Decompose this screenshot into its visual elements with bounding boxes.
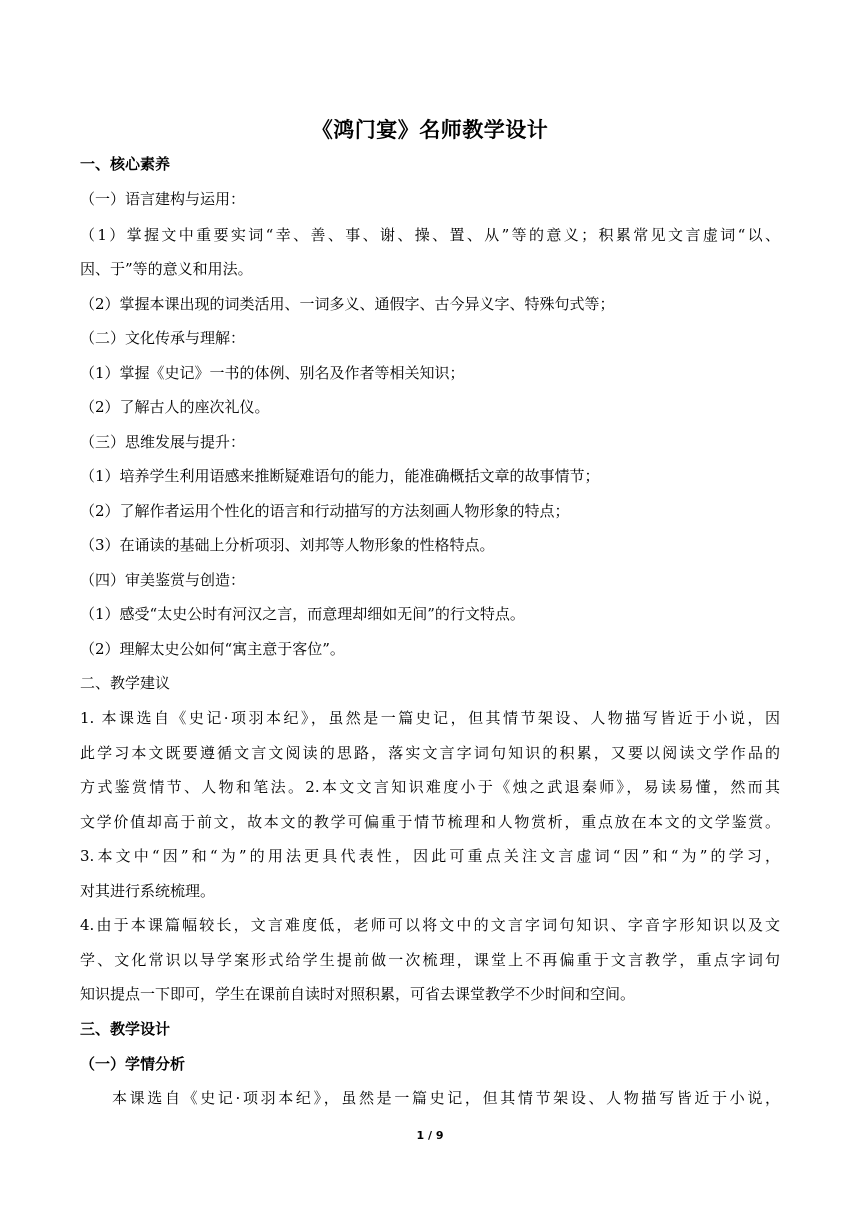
section-heading-teaching-suggestions: 二、教学建议 [80,674,171,692]
subsection-heading: （二）文化传承与理解： [80,329,246,347]
paragraph-line: （1）感受“太史公时有河汉之言，而意理却细如无间”的行文特点。 [80,605,525,623]
paragraph-line: （1）掌握《史记》一书的体例、别名及作者等相关知识； [80,364,465,382]
paragraph-line: 3.本文中“因”和“为”的用法更具代表性，因此可重点关注文言虚词“因”和“为”的学习， [80,847,780,865]
paragraph-line: 学、文化常识以导学案形式给学生提前做一次梳理，课堂上不再偏重于文言教学，重点字词句 [80,951,780,969]
paragraph-line: （1）掌握文中重要实词“幸、善、事、谢、操、置、从”等的意义；积累常见文言虚词“以、 [80,226,780,244]
paragraph-line: （2）掌握本课出现的词类活用、一词多义、通假字、古今异义字、特殊句式等； [80,295,615,313]
paragraph-line: （2）了解古人的座次礼仪。 [80,398,270,416]
section-heading-teaching-design: 三、教学设计 [80,1020,171,1038]
paragraph-line: （1）培养学生利用语感来推断疑难语句的能力，能准确概括文章的故事情节； [80,467,600,485]
paragraph-line: （2）理解太史公如何“寓主意于客位”。 [80,640,345,658]
paragraph-line: 对其进行系统梳理。 [80,882,216,900]
paragraph-line: 本课选自《史记·项羽本纪》，虽然是一篇史记，但其情节架设、人物描写皆近于小说， [112,1089,780,1107]
paragraph-line: 方式鉴赏情节、人物和笔法。2.本文文言知识难度小于《烛之武退秦师》，易读易懂，然而其 [80,778,780,796]
subsection-heading-learner-analysis: （一）学情分析 [80,1055,186,1073]
paragraph-line: 4.由于本课篇幅较长，文言难度低，老师可以将文中的文言字词句知识、字音字形知识以及文 [80,916,780,934]
paragraph-line: 1. 本课选自《史记·项羽本纪》，虽然是一篇史记，但其情节架设、人物描写皆近于小说，因 [80,709,780,727]
subsection-heading: （四）审美鉴赏与创造： [80,571,246,589]
subsection-heading: （一）语言建构与运用： [80,190,246,208]
page-number: 1 / 9 [416,1129,444,1142]
document-title: 《鸿门宴》名师教学设计 [311,118,549,142]
paragraph-line: 文学价值却高于前文，故本文的教学可偏重于情节梳理和人物赏析，重点放在本文的文学鉴赏。 [80,813,780,831]
subsection-heading: （三）思维发展与提升： [80,433,246,451]
paragraph-line: 知识提点一下即可，学生在课前自读时对照积累，可省去课堂教学不少时间和空间。 [80,985,636,1003]
paragraph-line: （3）在诵读的基础上分析项羽、刘邦等人物形象的性格特点。 [80,536,495,554]
paragraph-line: 此学习本文既要遵循文言文阅读的思路，落实文言字词句知识的积累，又要以阅读文学作品的 [80,744,780,762]
paragraph-line: 因、于”等的意义和用法。 [80,260,253,278]
section-heading-core-literacy: 一、核心素养 [80,155,171,173]
paragraph-line: （2）了解作者运用个性化的语言和行动描写的方法刻画人物形象的特点； [80,502,570,520]
